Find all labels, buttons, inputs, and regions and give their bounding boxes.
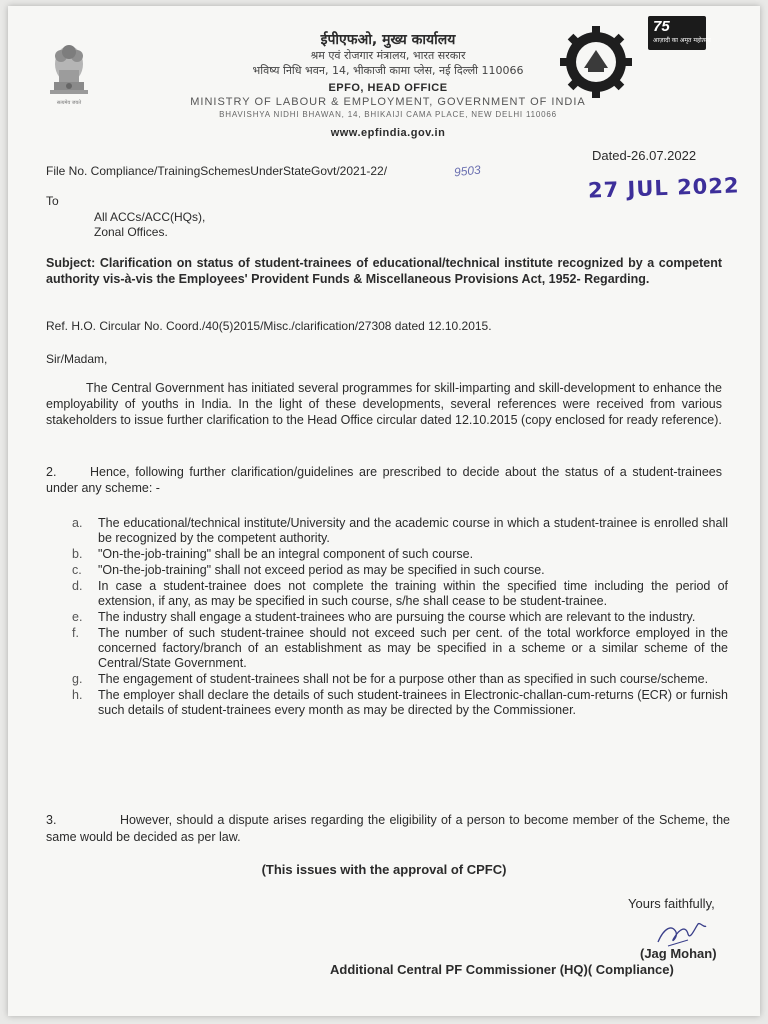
list-item-label: e. — [72, 610, 83, 624]
to-label: To — [46, 194, 59, 208]
office-title: EPFO, HEAD OFFICE — [328, 82, 448, 94]
guidelines-list — [72, 516, 728, 719]
paragraph-2-text: Hence, following further clarification/guidelines are prescribed to decide about the status of a student-trainees under any scheme: - — [46, 465, 722, 495]
list-item — [72, 672, 728, 687]
hindi-office-title: ईपीएफओ, मुख्य कार्यालय — [320, 32, 456, 48]
office-address: BHAVISHYA NIDHI BHAWAN, 14, BHIKAIJI CAMA PLACE, NEW DELHI 110066 — [219, 110, 557, 119]
list-item-text: "On-the-job-training" shall be an integral component of such course. — [98, 547, 474, 561]
list-item — [72, 610, 728, 625]
signatory-name: (Jag Mohan) — [640, 946, 717, 961]
paragraph-3-text: However, should a dispute arises regarding the eligibility of a person to become member of the Scheme, the same would be decided as per law. — [46, 813, 730, 844]
list-item-text: The employer shall declare the details of such student-trainees in Electronic-challan-cum-returns (ECR) or furnish such details of student-trainees every month as may be directed by the Commissioner. — [98, 688, 728, 717]
list-item — [72, 626, 728, 671]
paragraph-3-number: 3. — [46, 813, 57, 827]
list-item-text: The educational/technical institute/University and the academic course in which a student-trainee is enrolled shall be recognized by the competent authority. — [98, 516, 728, 545]
recipient-line-1: All ACCs/ACC(HQs), — [94, 210, 206, 224]
list-item-label: a. — [72, 516, 83, 530]
ministry-name: MINISTRY OF LABOUR & EMPLOYMENT, GOVERNMENT OF INDIA — [190, 96, 586, 108]
handwritten-signature-icon — [654, 918, 710, 948]
closing-line: Yours faithfully, — [628, 896, 715, 911]
list-item-label: g. — [72, 672, 83, 686]
paragraph-3 — [46, 812, 730, 846]
paragraph-2-number: 2. — [46, 465, 57, 479]
hindi-ministry: श्रम एवं रोजगार मंत्रालय, भारत सरकार — [310, 49, 466, 62]
list-item-text: The engagement of student-trainees shall not be for a purpose other than as specified in such course/scheme. — [98, 672, 709, 686]
badge-text: आज़ादी का अमृत महोत्सव — [653, 37, 711, 44]
received-date-stamp: 27 JUL 2022 — [587, 173, 740, 203]
handwritten-diary-number: 9503 — [453, 162, 482, 180]
badge-number: 75 — [653, 18, 670, 35]
paragraph-1 — [46, 380, 722, 428]
paragraph-1-text: The Central Government has initiated several programmes for skill-imparting and skill-development to enhance the employability of youths in India. In the light of these developments, several references were received from various stakeholders to issue further clarification to the Head Office circular dated 12.10.2015 (copy enclosed for ready reference). — [46, 381, 722, 427]
list-item-text: In case a student-trainee does not complete the training within the specified time including the period of extension, if any, as may be specified in such course, s/he shall cease to be student-trainee. — [98, 579, 728, 608]
reference-line: Ref. H.O. Circular No. Coord./40(5)2015/Misc./clarification/27308 dated 12.10.2015. — [46, 319, 492, 333]
list-item-label: c. — [72, 563, 82, 577]
list-item — [72, 516, 728, 546]
signatory-designation: Additional Central PF Commissioner (HQ)( Compliance) — [330, 962, 674, 977]
list-item-label: h. — [72, 688, 83, 702]
amrit-mahotsav-badge — [648, 16, 711, 50]
approval-note: (This issues with the approval of CPFC) — [261, 862, 507, 877]
list-item — [72, 688, 728, 718]
emblem-caption: सत्यमेव जयते — [56, 100, 82, 106]
list-item — [72, 563, 728, 578]
website: www.epfindia.gov.in — [330, 127, 446, 139]
list-item-text: "On-the-job-training" shall not exceed period as may be specified in such course. — [98, 563, 545, 577]
salutation: Sir/Madam, — [46, 352, 108, 366]
list-item — [72, 547, 728, 562]
list-item-label: f. — [72, 626, 79, 640]
paragraph-2 — [46, 464, 722, 496]
list-item-text: The industry shall engage a student-trainees who are pursuing the course which are relevant to the industry. — [98, 610, 696, 624]
list-item-label: d. — [72, 579, 83, 593]
file-number: File No. Compliance/TrainingSchemesUnderStateGovt/2021-22/ — [46, 164, 388, 178]
list-item — [72, 579, 728, 609]
recipient-line-2: Zonal Offices. — [94, 225, 168, 239]
epfo-gear-logo-icon — [558, 24, 634, 100]
list-item-label: b. — [72, 547, 83, 561]
hindi-address: भविष्य निधि भवन, 14, भीकाजी कामा प्लेस, नई दिल्ली 110066 — [252, 64, 524, 77]
list-item-text: The number of such student-trainee should not exceed such per cent. of the total workforce employed in the concerned factory/branch of an establishment as may be specified in a scheme or a similar scheme of the Central/State Government. — [98, 626, 728, 670]
subject-line: Subject: Clarification on status of student-trainees of educational/technical institute recognized by a competent authority vis-à-vis the Employees' Provident Funds & Miscellaneous Provisions Act, 1952- Regarding. — [46, 256, 722, 286]
circular-document — [8, 6, 760, 1016]
dated-line: Dated-26.07.2022 — [592, 148, 697, 163]
